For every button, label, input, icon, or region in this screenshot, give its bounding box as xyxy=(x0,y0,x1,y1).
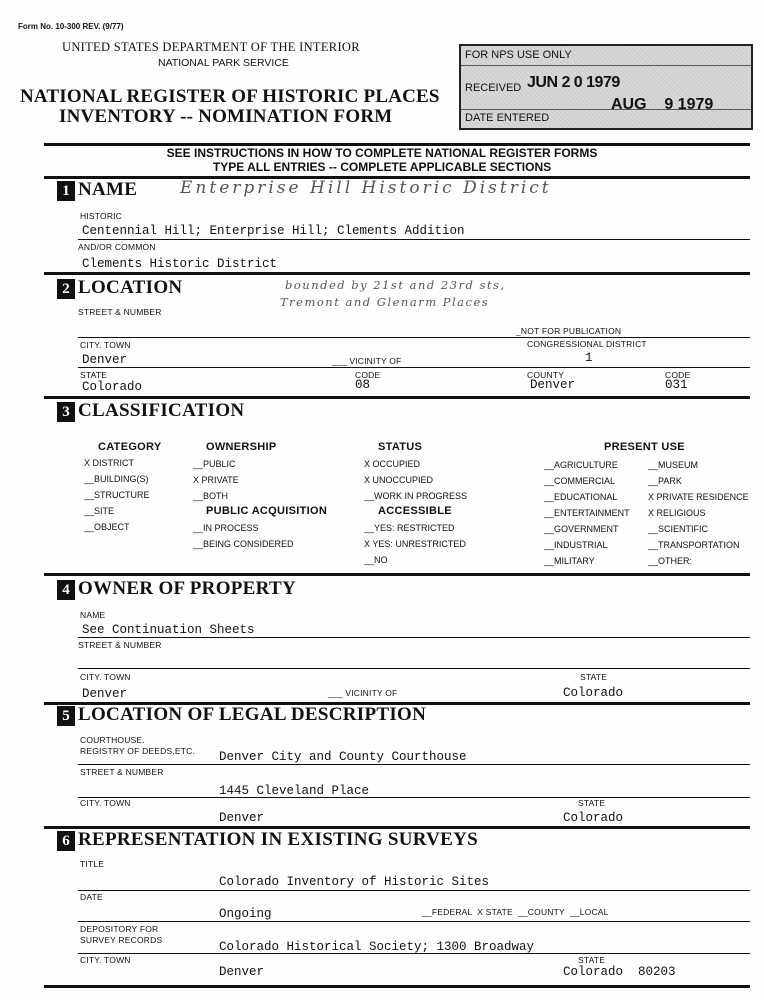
courthouse-label-line2: REGISTRY OF DEEDS,ETC. xyxy=(80,746,196,756)
owner-city-value[interactable]: Denver xyxy=(82,687,128,701)
owner-state-value[interactable]: Colorado xyxy=(563,686,624,700)
survey-date-underline xyxy=(78,921,750,922)
ownership-both[interactable]: __BOTH xyxy=(193,491,229,501)
state-label: STATE xyxy=(80,370,108,380)
ownership-private[interactable]: X PRIVATE xyxy=(193,475,239,485)
legal-city-label: CITY. TOWN xyxy=(80,798,131,808)
use-religious[interactable]: X RELIGIOUS xyxy=(648,508,706,518)
use-commercial[interactable]: __COMMERCIAL xyxy=(544,476,616,486)
section-1-title: NAME xyxy=(78,179,138,200)
section-3-number: 3 xyxy=(57,402,75,422)
depository-underline xyxy=(78,953,750,954)
depository-label-line2: SURVEY RECORDS xyxy=(80,935,163,945)
section-1-number: 1 xyxy=(57,181,75,201)
date-entered-label: DATE ENTERED xyxy=(465,112,550,124)
historic-name-value[interactable]: Centennial Hill; Enterprise Hill; Clements Addition xyxy=(82,224,465,238)
survey-title-underline xyxy=(78,890,750,891)
owner-name-value[interactable]: See Continuation Sheets xyxy=(82,623,255,637)
service-name: NATIONAL PARK SERVICE xyxy=(158,57,289,69)
survey-title-label: TITLE xyxy=(80,859,105,869)
section-6-number: 6 xyxy=(57,831,75,851)
survey-date-label: DATE xyxy=(80,892,103,902)
legal-city-value[interactable]: Denver xyxy=(219,811,265,825)
county-value[interactable]: Denver xyxy=(530,378,576,392)
category-district[interactable]: X DISTRICT xyxy=(84,458,135,468)
legal-street-underline xyxy=(78,797,750,798)
use-museum[interactable]: __MUSEUM xyxy=(648,460,699,470)
use-government[interactable]: __GOVERNMENT xyxy=(544,524,619,534)
survey-city-label: CITY. TOWN xyxy=(80,955,131,965)
received-label: RECEIVED xyxy=(465,82,522,94)
common-name-value[interactable]: Clements Historic District xyxy=(82,257,278,271)
present-use-heading: PRESENT USE xyxy=(604,441,685,453)
section-2-divider xyxy=(44,396,750,399)
historic-label: HISTORIC xyxy=(80,211,123,221)
survey-state-value[interactable]: Colorado 80203 xyxy=(563,965,676,979)
nps-use-only-box xyxy=(459,44,753,130)
section-4-title: OWNER OF PROPERTY xyxy=(78,578,297,599)
use-other[interactable]: __OTHER: xyxy=(648,556,693,566)
location-handwritten-line1: bounded by 21st and 23rd sts, xyxy=(285,278,506,292)
state-value[interactable]: Colorado xyxy=(82,380,143,394)
common-name-label: AND/OR COMMON xyxy=(78,242,156,252)
owner-street-label: STREET & NUMBER xyxy=(78,640,162,650)
use-military[interactable]: __MILITARY xyxy=(544,556,595,566)
accessible-heading: ACCESSIBLE xyxy=(378,505,452,517)
acquisition-being-considered[interactable]: __BEING CONSIDERED xyxy=(193,539,294,549)
form-title-line2: INVENTORY -- NOMINATION FORM xyxy=(59,106,393,127)
status-work-in-progress[interactable]: __WORK IN PROGRESS xyxy=(364,491,468,501)
accessible-unrestricted[interactable]: X YES: UNRESTRICTED xyxy=(364,539,466,549)
owner-city-label: CITY. TOWN xyxy=(80,672,131,682)
courthouse-label-line1: COURTHOUSE. xyxy=(80,735,145,745)
bottom-divider xyxy=(44,985,750,988)
section-3-divider xyxy=(44,573,750,576)
survey-city-value[interactable]: Denver xyxy=(219,965,265,979)
status-unoccupied[interactable]: X UNOCCUPIED xyxy=(364,475,434,485)
use-transportation[interactable]: __TRANSPORTATION xyxy=(648,540,740,550)
survey-state-label: STATE xyxy=(578,955,606,965)
category-heading: CATEGORY xyxy=(98,441,162,453)
section-4-number: 4 xyxy=(57,580,75,600)
historic-underline xyxy=(78,239,750,240)
congressional-district-value[interactable]: 1 xyxy=(585,351,593,365)
survey-title-value[interactable]: Colorado Inventory of Historic Sites xyxy=(219,875,490,889)
accessible-restricted[interactable]: __YES: RESTRICTED xyxy=(364,523,455,533)
congressional-district-label: CONGRESSIONAL DISTRICT xyxy=(527,339,647,349)
section-5-number: 5 xyxy=(57,706,75,726)
status-occupied[interactable]: X OCCUPIED xyxy=(364,459,421,469)
instructions-line1: SEE INSTRUCTIONS IN HOW TO COMPLETE NATIONAL REGISTER FORMS xyxy=(166,146,598,160)
use-park[interactable]: __PARK xyxy=(648,476,682,486)
section-5-title: LOCATION OF LEGAL DESCRIPTION xyxy=(78,704,427,725)
date-entered-stamp: AUG 9 1979 xyxy=(611,96,714,113)
section-2-number: 2 xyxy=(57,279,75,299)
section-2-title: LOCATION xyxy=(78,277,183,298)
location-handwritten-line2: Tremont and Glenarm Places xyxy=(280,295,490,309)
owner-name-label: NAME xyxy=(80,610,106,620)
legal-street-label: STREET & NUMBER xyxy=(80,767,164,777)
form-title-line1: NATIONAL REGISTER OF HISTORIC PLACES xyxy=(20,86,440,107)
use-scientific[interactable]: __SCIENTIFIC xyxy=(648,524,709,534)
category-site[interactable]: __SITE xyxy=(84,506,115,516)
status-heading: STATUS xyxy=(378,441,423,453)
ownership-public[interactable]: __PUBLIC xyxy=(193,459,236,469)
acquisition-in-process[interactable]: __IN PROCESS xyxy=(193,523,259,533)
city-value[interactable]: Denver xyxy=(82,353,128,367)
legal-state-label: STATE xyxy=(578,798,606,808)
section-6-title: REPRESENTATION IN EXISTING SURVEYS xyxy=(78,829,479,850)
county-label: COUNTY xyxy=(527,370,565,380)
received-stamp-date: JUN 2 0 1979 xyxy=(527,74,620,91)
section-1-divider xyxy=(44,272,750,275)
instructions-line2: TYPE ALL ENTRIES -- COMPLETE APPLICABLE SECTIONS xyxy=(212,160,552,174)
use-entertainment[interactable]: __ENTERTAINMENT xyxy=(544,508,630,518)
state-code-value[interactable]: 08 xyxy=(355,378,371,392)
legal-street-value[interactable]: 1445 Cleveland Place xyxy=(219,784,370,798)
department-name: UNITED STATES DEPARTMENT OF THE INTERIOR xyxy=(62,40,360,54)
category-object[interactable]: __OBJECT xyxy=(84,522,130,532)
form-number: Form No. 10-300 REV. (9/77) xyxy=(18,22,124,31)
owner-name-underline xyxy=(78,637,750,638)
county-code-value[interactable]: 031 xyxy=(665,378,688,392)
use-agriculture[interactable]: __AGRICULTURE xyxy=(544,460,618,470)
street-underline xyxy=(78,337,750,338)
use-industrial[interactable]: __INDUSTRIAL xyxy=(544,540,608,550)
public-acquisition-heading: PUBLIC ACQUISITION xyxy=(206,505,328,517)
county-code-label: CODE xyxy=(665,370,691,380)
courthouse-value[interactable]: Denver City and County Courthouse xyxy=(219,750,467,764)
owner-state-label: STATE xyxy=(580,672,608,682)
ownership-heading: OWNERSHIP xyxy=(206,441,277,453)
depository-value[interactable]: Colorado Historical Society; 1300 Broadway xyxy=(219,940,535,954)
legal-state-value[interactable]: Colorado xyxy=(563,811,624,825)
category-structure[interactable]: __STRUCTURE xyxy=(84,490,150,500)
use-educational[interactable]: __EDUCATIONAL xyxy=(544,492,618,502)
section-3-title: CLASSIFICATION xyxy=(78,400,245,421)
not-for-publication-label: _NOT FOR PUBLICATION xyxy=(516,326,622,336)
courthouse-underline xyxy=(78,764,750,765)
vicinity-label: ___ VICINITY OF xyxy=(332,356,402,366)
survey-date-value[interactable]: Ongoing xyxy=(219,907,272,921)
street-number-label: STREET & NUMBER xyxy=(78,307,162,317)
owner-vicinity-label: ___ VICINITY OF xyxy=(328,688,398,698)
depository-label-line1: DEPOSITORY FOR xyxy=(80,924,159,934)
name-handwritten: Enterprise Hill Historic District xyxy=(180,178,552,198)
accessible-no[interactable]: __NO xyxy=(364,555,388,565)
city-underline xyxy=(78,367,750,368)
city-town-label: CITY. TOWN xyxy=(80,340,131,350)
owner-street-underline xyxy=(78,668,750,669)
use-private-residence[interactable]: X PRIVATE RESIDENCE xyxy=(648,492,749,502)
survey-level-options[interactable]: __FEDERAL X STATE __COUNTY __LOCAL xyxy=(422,907,609,917)
nps-box-title: FOR NPS USE ONLY xyxy=(465,49,572,61)
category-building[interactable]: __BUILDING(S) xyxy=(84,474,149,484)
state-code-label: CODE xyxy=(355,370,381,380)
